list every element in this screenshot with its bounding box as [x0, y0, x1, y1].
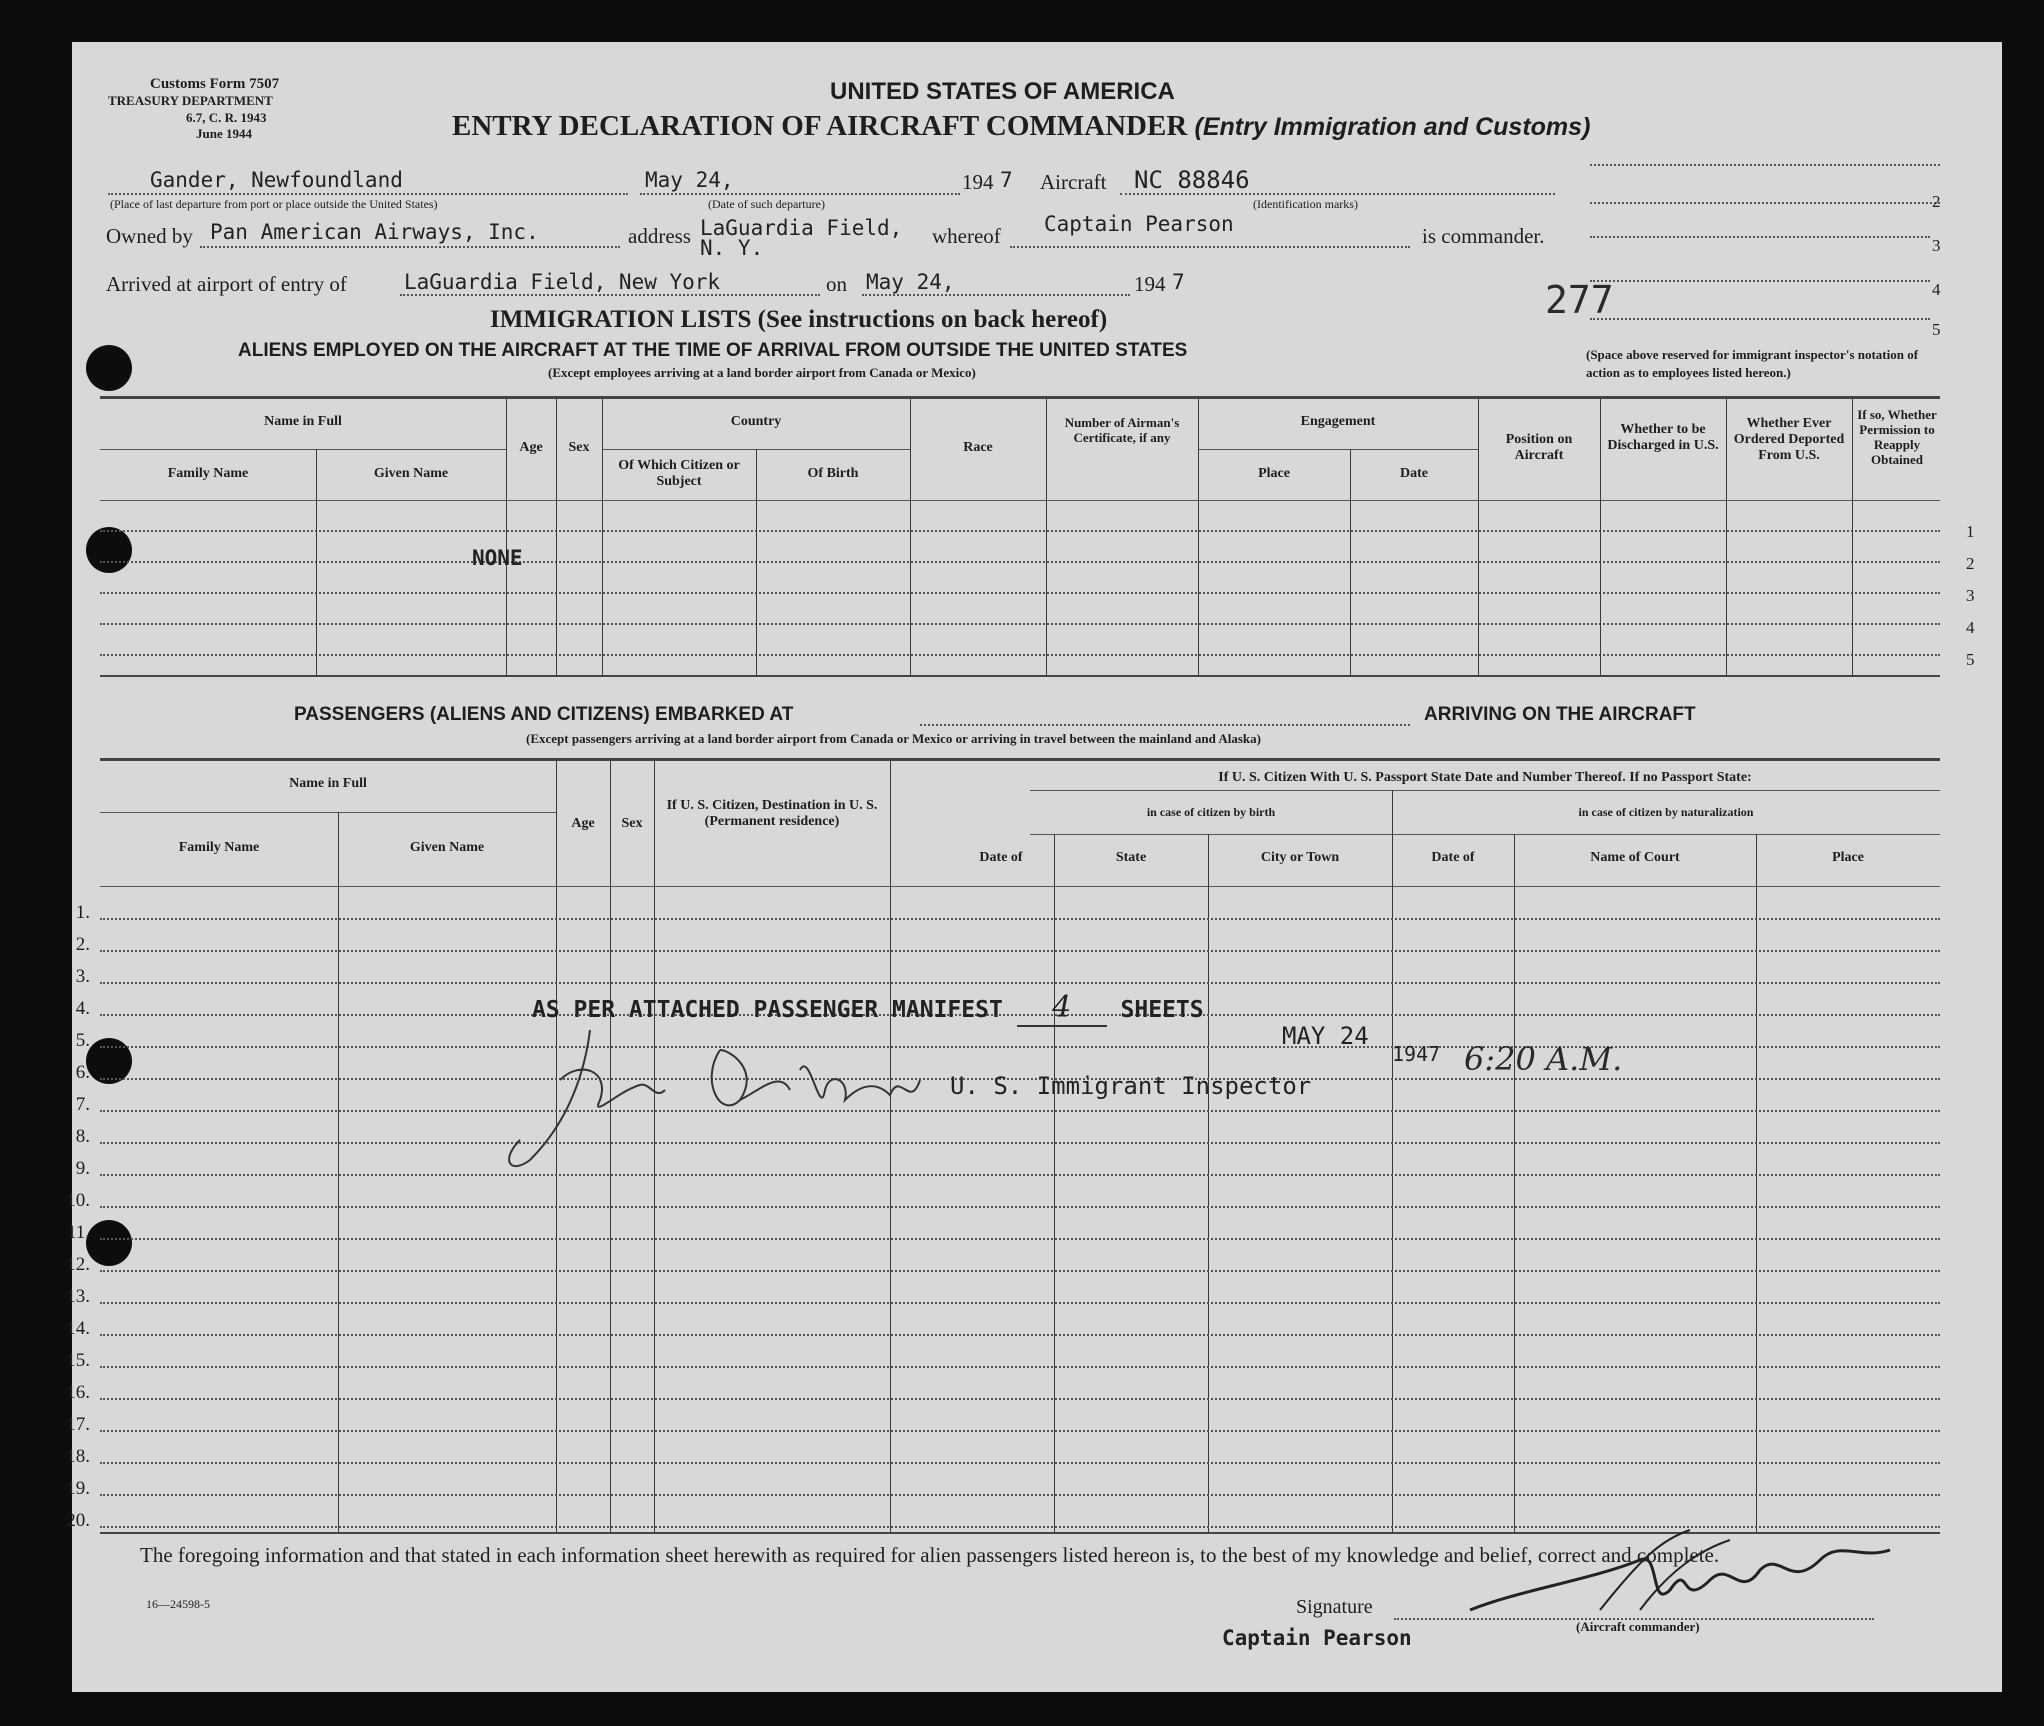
- passenger-row-number: 2.: [75, 934, 90, 955]
- pcol-destination: If U. S. Citizen, Destination in U. S. (Permanent residence): [666, 798, 878, 830]
- passenger-row-number: 10.: [66, 1190, 90, 1211]
- is-commander-label: is commander.: [1422, 224, 1545, 248]
- passenger-row-line: [100, 918, 1940, 920]
- commander-signature: [1440, 1520, 1920, 1630]
- reserved-line: [1590, 202, 1940, 204]
- pcol-sex: Sex: [621, 816, 643, 831]
- table-rule: [100, 500, 1940, 501]
- dotted-line: [1120, 193, 1555, 195]
- pcol-given-name: Given Name: [409, 840, 485, 855]
- owner-address-line2: N. Y.: [700, 236, 764, 260]
- passenger-row-line: [100, 1110, 1940, 1112]
- passenger-row-number: 18.: [66, 1446, 90, 1467]
- passenger-row-line: [100, 1270, 1940, 1272]
- pcol-age: Age: [571, 816, 595, 831]
- column-rule: [602, 399, 603, 675]
- arrival-date: May 24,: [866, 270, 955, 294]
- pcol-name-in-full: Name in Full: [289, 776, 367, 791]
- row-line: [100, 654, 1940, 656]
- reserved-line: [1590, 318, 1930, 320]
- col-family-name: Family Name: [167, 466, 249, 481]
- manifest-label: AS PER ATTACHED PASSENGER MANIFEST: [532, 997, 1003, 1023]
- pcol-city: City or Town: [1260, 850, 1340, 865]
- table-rule: [1198, 449, 1478, 450]
- arrival-on-label: on: [826, 272, 847, 296]
- dotted-line: [400, 294, 820, 296]
- departure-year-value: 7: [1000, 168, 1013, 192]
- passengers-title-right: ARRIVING ON THE AIRCRAFT: [1424, 704, 1696, 725]
- col-sex: Sex: [568, 440, 590, 455]
- inspection-stamp-year: 1947: [1392, 1042, 1441, 1066]
- address-label: address: [628, 224, 691, 248]
- reserved-number: 3: [1932, 236, 1941, 255]
- passenger-row-line: [100, 1430, 1940, 1432]
- passenger-row-line: [100, 1494, 1940, 1496]
- punch-hole: [86, 345, 132, 391]
- form-sheet: [72, 42, 2002, 1692]
- table-rule: [100, 812, 556, 813]
- punch-hole: [86, 1220, 132, 1266]
- signature-caption: (Aircraft commander): [1576, 1619, 1700, 1634]
- stamp-number: 277: [1545, 278, 1614, 322]
- aircraft-caption: (Identification marks): [1253, 197, 1358, 211]
- pcol-date-of: Date of: [979, 850, 1023, 865]
- column-rule: [1392, 790, 1393, 1532]
- arrival-label: Arrived at airport of entry of: [106, 272, 347, 296]
- table-rule: [100, 449, 506, 450]
- passenger-row-number: 5.: [75, 1030, 90, 1051]
- punch-hole: [86, 527, 132, 573]
- commander-typed-name: Captain Pearson: [1222, 1626, 1412, 1650]
- form-number: Customs Form 7507: [150, 76, 280, 92]
- col-age: Age: [519, 440, 543, 455]
- passenger-row-number: 14.: [66, 1318, 90, 1339]
- column-rule: [338, 812, 339, 1532]
- table-rule: [100, 886, 1940, 887]
- reserved-note: (Space above reserved for immigrant inspector's notation of action as to employees listed hereon.): [1586, 347, 1919, 381]
- passenger-row-number: 1.: [75, 902, 90, 923]
- col-race: Race: [963, 440, 993, 455]
- arrival-airport: LaGuardia Field, New York: [404, 270, 721, 294]
- sheets-count: 4: [1017, 990, 1107, 1027]
- dotted-line: [862, 294, 1130, 296]
- col-position: Position on Aircraft: [1505, 432, 1573, 464]
- crew-row-number: 3: [1966, 586, 1975, 605]
- column-rule: [1208, 834, 1209, 1532]
- col-citizen-of: Of Which Citizen or Subject: [618, 458, 740, 490]
- passenger-row-line: [100, 950, 1940, 952]
- departure-place: Gander, Newfoundland: [150, 168, 403, 192]
- passenger-row-line: [100, 982, 1940, 984]
- passenger-row-line: [100, 1366, 1940, 1368]
- reserved-line: [1590, 164, 1940, 166]
- passenger-row-number: 17.: [66, 1414, 90, 1435]
- departure-place-caption: (Place of last departure from port or place outside the United States): [110, 197, 438, 211]
- crew-row-number: 1: [1966, 522, 1975, 541]
- dotted-line: [200, 246, 620, 248]
- form-date: June 1944: [196, 126, 252, 141]
- passenger-row-line: [100, 1142, 1940, 1144]
- passenger-row-number: 6.: [75, 1062, 90, 1083]
- column-rule: [1600, 399, 1601, 675]
- departure-date-caption: (Date of such departure): [708, 197, 825, 211]
- pcol-family-name: Family Name: [178, 840, 260, 855]
- col-given-name: Given Name: [373, 466, 449, 481]
- owner-name: Pan American Airways, Inc.: [210, 220, 539, 244]
- passenger-row-line: [100, 1206, 1940, 1208]
- passenger-row-number: 12.: [66, 1254, 90, 1275]
- passenger-row-number: 13.: [66, 1286, 90, 1307]
- title-suffix: (Entry Immigration and Customs): [1194, 113, 1591, 141]
- passenger-row-line: [100, 1046, 1940, 1048]
- immigration-subtitle: ALIENS EMPLOYED ON THE AIRCRAFT AT THE TIME OF ARRIVAL FROM OUTSIDE THE UNITED STATES: [238, 340, 1188, 361]
- passenger-row-line: [100, 1398, 1940, 1400]
- print-code: 16—24598-5: [146, 1597, 210, 1611]
- pcol-state: State: [1115, 850, 1147, 865]
- departure-year-label: 194: [962, 170, 994, 194]
- col-reapply: If so, Whether Permission to Reapply Obtained: [1857, 407, 1937, 467]
- dotted-line: [920, 724, 1410, 726]
- pcol-by-birth: in case of citizen by birth: [1146, 805, 1276, 819]
- inspector-signature: [490, 1010, 930, 1180]
- passenger-row-line: [100, 1334, 1940, 1336]
- passenger-row-number: 4.: [75, 998, 90, 1019]
- reserved-line: [1590, 236, 1930, 238]
- country-heading: UNITED STATES OF AMERICA: [830, 78, 1175, 105]
- crew-row-number: 2: [1966, 554, 1975, 573]
- dotted-line: [640, 193, 960, 195]
- table-border: [100, 396, 1940, 399]
- passenger-row-number: 11.: [66, 1222, 90, 1243]
- owned-by-label: Owned by: [106, 224, 193, 248]
- inspection-time: 6:20 A.M.: [1464, 1040, 1623, 1078]
- arrival-year-value: 7: [1172, 270, 1185, 294]
- col-discharged: Whether to be Discharged in U.S.: [1607, 422, 1719, 454]
- passenger-row-line: [100, 1174, 1940, 1176]
- inspector-title: U. S. Immigrant Inspector: [950, 1072, 1312, 1100]
- column-rule: [1350, 449, 1351, 675]
- dotted-line: [108, 193, 628, 195]
- pcol-by-naturalization: in case of citizen by naturalization: [1578, 805, 1754, 819]
- pcol-passport: If U. S. Citizen With U. S. Passport State Date and Number Thereof. If no Passport State:: [1218, 770, 1752, 785]
- dotted-line: [1010, 246, 1410, 248]
- row-line: [100, 530, 1940, 532]
- aircraft-id: NC 88846: [1134, 166, 1250, 194]
- column-rule: [1198, 399, 1199, 675]
- passenger-row-number: 3.: [75, 966, 90, 987]
- row-line: [100, 623, 1940, 625]
- column-rule: [756, 449, 757, 675]
- passenger-row-number: 8.: [75, 1126, 90, 1147]
- crew-row-number: 5: [1966, 650, 1975, 669]
- reserved-line: [1590, 280, 1930, 282]
- column-rule: [1726, 399, 1727, 675]
- immigration-title: IMMIGRATION LISTS (See instructions on back hereof): [490, 306, 1108, 333]
- table-border: [100, 675, 1940, 677]
- row-line: [100, 561, 1940, 563]
- passenger-row-number: 9.: [75, 1158, 90, 1179]
- col-airman-cert: Number of Airman's Certificate, if any: [1064, 415, 1180, 445]
- table-border: [100, 758, 1940, 761]
- col-name-in-full: Name in Full: [264, 414, 342, 429]
- passenger-row-line: [100, 1462, 1940, 1464]
- col-engagement-date: Date: [1400, 466, 1428, 481]
- signature-label: Signature: [1296, 1596, 1373, 1618]
- column-rule: [1756, 834, 1757, 1532]
- passenger-row-number: 7.: [75, 1094, 90, 1115]
- crew-row-number: 4: [1966, 618, 1975, 637]
- arrival-year-label: 194: [1134, 272, 1166, 296]
- form-department: TREASURY DEPARTMENT: [108, 93, 273, 108]
- departure-date: May 24,: [645, 168, 734, 192]
- crew-entry-none: NONE: [472, 546, 523, 570]
- row-line: [100, 592, 1940, 594]
- pcol-court: Name of Court: [1590, 850, 1680, 865]
- passenger-row-number: 15.: [66, 1350, 90, 1371]
- col-engagement-place: Place: [1258, 466, 1290, 481]
- sheets-label: SHEETS: [1120, 997, 1204, 1023]
- col-of-birth: Of Birth: [807, 466, 859, 481]
- whereof-label: whereof: [932, 224, 1001, 248]
- passenger-row-number: 19.: [66, 1478, 90, 1499]
- reserved-number: 4: [1932, 280, 1941, 299]
- col-country: Country: [730, 414, 782, 429]
- pcol-date-of-2: Date of: [1431, 850, 1475, 865]
- column-rule: [1514, 834, 1515, 1532]
- title-main: ENTRY DECLARATION OF AIRCRAFT COMMANDER: [452, 110, 1188, 142]
- column-rule: [1046, 399, 1047, 675]
- table-rule: [1030, 834, 1940, 835]
- col-deported: Whether Ever Ordered Deported From U.S.: [1733, 416, 1845, 464]
- column-rule: [1054, 834, 1055, 1532]
- immigration-note: (Except employees arriving at a land border airport from Canada or Mexico): [548, 365, 976, 380]
- passenger-row-line: [100, 1238, 1940, 1240]
- table-rule: [1030, 790, 1940, 791]
- form-cfr: 6.7, C. R. 1943: [186, 110, 267, 125]
- passengers-note: (Except passengers arriving at a land border airport from Canada or Mexico or arriving in travel between the mainland and Alaska): [526, 731, 1261, 746]
- reserved-number: 5: [1932, 320, 1941, 339]
- column-rule: [1478, 399, 1479, 675]
- inspection-stamp-date: MAY 24: [1282, 1022, 1369, 1050]
- page-title: [452, 110, 1590, 143]
- reserved-number: 2: [1932, 192, 1941, 211]
- column-rule: [316, 449, 317, 675]
- passenger-row-number: 20.: [66, 1510, 90, 1531]
- aircraft-label: Aircraft: [1040, 170, 1107, 194]
- col-engagement: Engagement: [1300, 414, 1376, 429]
- commander-name: Captain Pearson: [1044, 212, 1234, 236]
- owner-address: LaGuardia Field,: [700, 216, 903, 240]
- passenger-row-number: 16.: [66, 1382, 90, 1403]
- column-rule: [1852, 399, 1853, 675]
- passenger-row-line: [100, 1302, 1940, 1304]
- certification-text: The foregoing information and that stated in each information sheet herewith as required for alien passengers listed hereon is, to the best of my knowledge and belief, correct and complete.: [140, 1543, 1720, 1567]
- passengers-title-left: PASSENGERS (ALIENS AND CITIZENS) EMBARKED AT: [294, 704, 794, 725]
- pcol-place: Place: [1832, 850, 1864, 865]
